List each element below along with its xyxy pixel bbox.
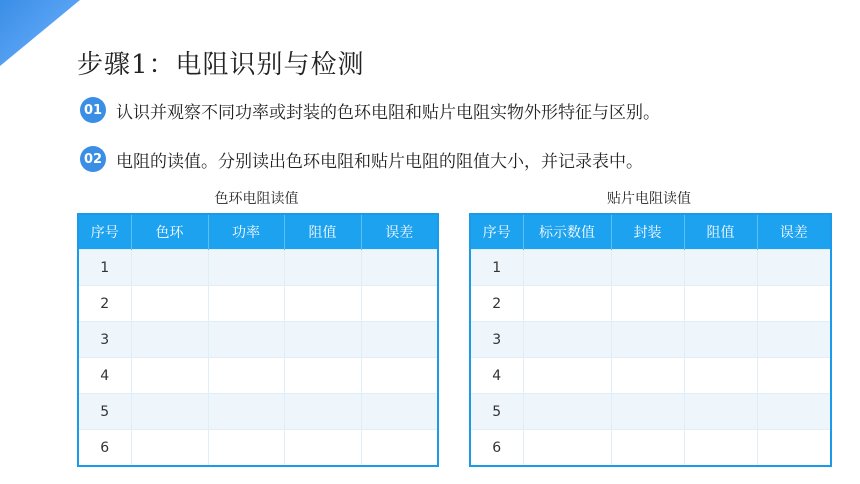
row-index: 6 [470,430,523,467]
cell-resistance[interactable] [684,286,757,322]
cell-resistance[interactable] [284,358,361,394]
cell-color-ring[interactable] [131,430,208,467]
cell-resistance[interactable] [684,394,757,430]
corner-decoration [0,0,80,66]
row-index: 4 [78,358,131,394]
table-row [470,250,831,286]
table-row [78,358,438,394]
cell-resistance[interactable] [284,322,361,358]
cell-tolerance[interactable] [757,250,831,286]
cell-power[interactable] [208,394,284,430]
cell-resistance[interactable] [284,250,361,286]
cell-tolerance[interactable] [757,286,831,322]
column-header: 序号 [78,214,131,250]
row-index: 1 [470,250,523,286]
smd-table-title: 贴片电阻读值 [607,191,691,207]
cell-resistance[interactable] [284,430,361,467]
color-ring-resistor-table [77,213,439,467]
row-index: 4 [470,358,523,394]
cell-color-ring[interactable] [131,286,208,322]
table-row [470,394,831,430]
step-number-badge: 01 [80,97,106,123]
row-index: 6 [78,430,131,467]
cell-package[interactable] [611,250,684,286]
cell-tolerance[interactable] [361,286,438,322]
column-header: 功率 [208,214,284,250]
row-index: 3 [78,322,131,358]
cell-resistance[interactable] [684,358,757,394]
cell-resistance[interactable] [684,430,757,467]
cell-power[interactable] [208,250,284,286]
table-row [78,286,438,322]
cell-power[interactable] [208,430,284,467]
row-index: 5 [78,394,131,430]
color-ring-table-title: 色环电阻读值 [214,191,299,207]
column-header: 封装 [611,214,684,250]
table-row [470,286,831,322]
cell-marking[interactable] [523,250,611,286]
cell-color-ring[interactable] [131,394,208,430]
cell-resistance[interactable] [684,250,757,286]
column-header: 阻值 [684,214,757,250]
row-index: 2 [78,286,131,322]
cell-marking[interactable] [523,358,611,394]
table-header-row [470,214,831,250]
table-row [470,322,831,358]
row-index: 3 [470,322,523,358]
column-header: 误差 [757,214,831,250]
column-header: 标示数值 [523,214,611,250]
cell-tolerance[interactable] [361,358,438,394]
step-number-badge: 02 [80,146,106,172]
cell-color-ring[interactable] [131,358,208,394]
cell-power[interactable] [208,322,284,358]
row-index: 5 [470,394,523,430]
column-header: 序号 [470,214,523,250]
cell-resistance[interactable] [284,286,361,322]
cell-marking[interactable] [523,322,611,358]
table-row [470,358,831,394]
cell-tolerance[interactable] [757,394,831,430]
cell-tolerance[interactable] [361,322,438,358]
cell-tolerance[interactable] [361,250,438,286]
step-text: 电阻的读值。分别读出色环电阻和贴片电阻的阻值大小，并记录表中。 [116,151,643,172]
cell-color-ring[interactable] [131,250,208,286]
cell-package[interactable] [611,394,684,430]
table-row [78,430,438,467]
step-item-02 [80,146,643,172]
row-index: 1 [78,250,131,286]
cell-marking[interactable] [523,394,611,430]
cell-power[interactable] [208,358,284,394]
cell-tolerance[interactable] [361,394,438,430]
cell-package[interactable] [611,322,684,358]
column-header: 色环 [131,214,208,250]
cell-resistance[interactable] [684,322,757,358]
cell-package[interactable] [611,358,684,394]
column-header: 阻值 [284,214,361,250]
table-header-row [78,214,438,250]
table-row [78,322,438,358]
cell-resistance[interactable] [284,394,361,430]
cell-tolerance[interactable] [361,430,438,467]
cell-marking[interactable] [523,430,611,467]
cell-package[interactable] [611,286,684,322]
cell-tolerance[interactable] [757,322,831,358]
step-item-01 [80,97,660,123]
cell-tolerance[interactable] [757,358,831,394]
cell-tolerance[interactable] [757,430,831,467]
page-title: 步骤1：电阻识别与检测 [77,50,365,80]
row-index: 2 [470,286,523,322]
cell-color-ring[interactable] [131,322,208,358]
table-row [78,250,438,286]
table-row [78,394,438,430]
cell-package[interactable] [611,430,684,467]
step-text: 认识并观察不同功率或封装的色环电阻和贴片电阻实物外形特征与区别。 [116,102,660,123]
cell-power[interactable] [208,286,284,322]
cell-marking[interactable] [523,286,611,322]
column-header: 误差 [361,214,438,250]
table-row [470,430,831,467]
smd-resistor-table [469,213,832,467]
